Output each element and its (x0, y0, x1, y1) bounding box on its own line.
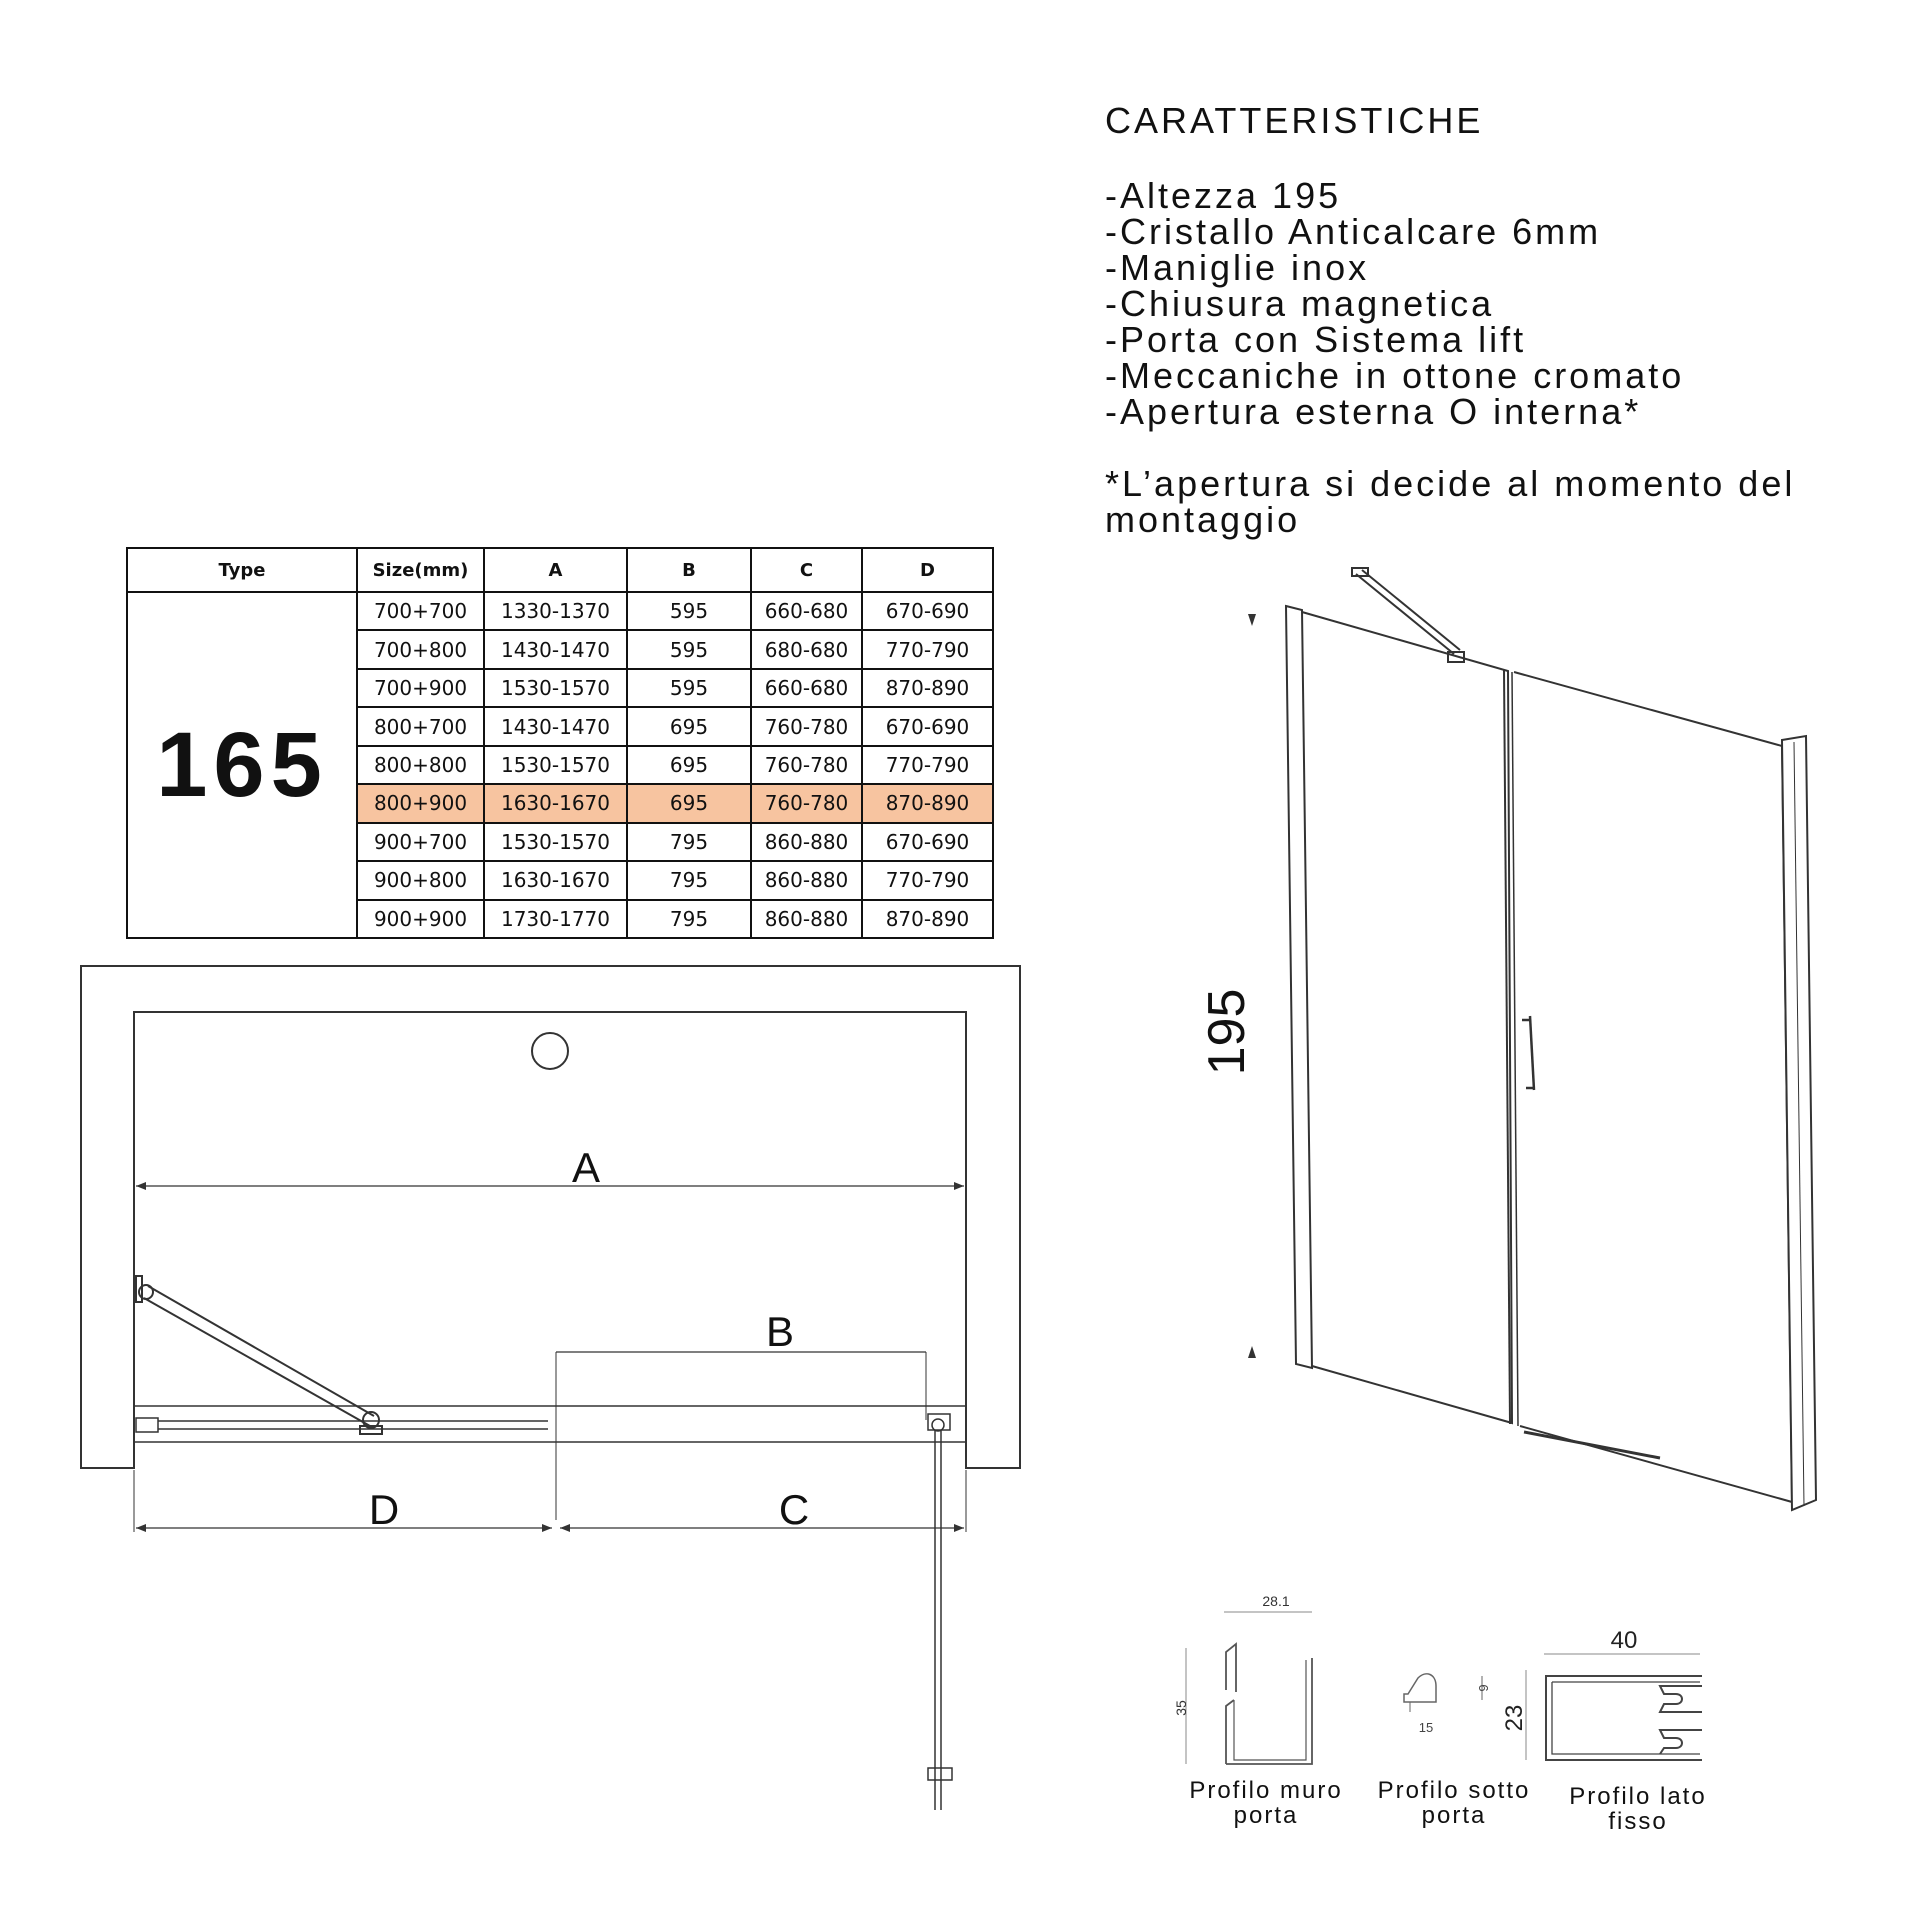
door-glass (1514, 672, 1792, 1502)
caption-profile-fixed-side (1538, 1784, 1738, 1834)
plan-wall-outline (81, 966, 1020, 1468)
cell-size: 900+900 (357, 900, 484, 939)
wall-profile-left (1286, 606, 1312, 1368)
cell-c: 860-880 (751, 900, 862, 939)
caption-line: fisso (1608, 1808, 1668, 1835)
cell-size: 700+800 (357, 630, 484, 668)
cell-size: 900+700 (357, 823, 484, 861)
elevation-view (1248, 568, 1816, 1510)
plan-label-d: D (368, 1486, 400, 1533)
cell-a: 1430-1470 (484, 707, 627, 745)
profile-fixed-side-height: 23 (1501, 1704, 1528, 1732)
feature-item: -Maniglie inox (1105, 247, 1370, 288)
feature-item: -Meccaniche in ottone cromato (1105, 355, 1685, 396)
cell-a: 1530-1570 (484, 823, 627, 861)
cell-b: 795 (627, 861, 751, 899)
plan-view (81, 966, 1020, 1810)
cell-a: 1430-1470 (484, 630, 627, 668)
profile-wall-door (1186, 1612, 1312, 1764)
features-note-line2: montaggio (1105, 499, 1301, 540)
cell-a: 1530-1570 (484, 669, 627, 707)
cell-c: 660-680 (751, 669, 862, 707)
profile-fixed-side (1526, 1654, 1702, 1760)
header-a: A (484, 548, 627, 592)
features-title: CARATTERISTICHE (1105, 100, 1484, 141)
elevation-height-label: 195 (1198, 988, 1256, 1076)
drain-icon (532, 1033, 568, 1069)
cell-c: 660-680 (751, 592, 862, 630)
cell-b: 795 (627, 900, 751, 939)
profile-under-door (1404, 1674, 1482, 1712)
cell-d: 670-690 (862, 592, 993, 630)
handle-icon (1522, 1016, 1534, 1090)
fixed-glass (1302, 612, 1512, 1423)
caption-line: Profilo lato (1569, 1783, 1707, 1810)
cell-size: 800+900 (357, 784, 484, 822)
caption-line: porta (1421, 1802, 1487, 1829)
fixed-glass-panel (136, 1418, 548, 1432)
cell-d: 870-890 (862, 900, 993, 939)
door-panel (928, 1414, 952, 1810)
profile-wall-door-height: 35 (1173, 1700, 1189, 1716)
cell-d: 770-790 (862, 630, 993, 668)
profile-under-door-width: 15 (1418, 1720, 1434, 1735)
cell-b: 595 (627, 592, 751, 630)
cell-b: 595 (627, 630, 751, 668)
caption-line: porta (1233, 1802, 1299, 1829)
cell-c: 760-780 (751, 707, 862, 745)
cell-d: 770-790 (862, 746, 993, 784)
feature-item: -Apertura esterna O interna* (1105, 391, 1642, 432)
cell-d: 770-790 (862, 861, 993, 899)
cell-c: 760-780 (751, 784, 862, 822)
header-type: Type (127, 548, 357, 592)
cell-c: 680-680 (751, 630, 862, 668)
plan-label-b: B (765, 1308, 795, 1355)
caption-profile-under-door (1354, 1778, 1554, 1828)
header-b: B (627, 548, 751, 592)
cell-size: 900+800 (357, 861, 484, 899)
caption-profile-wall-door (1166, 1778, 1366, 1828)
cell-d: 670-690 (862, 707, 993, 745)
plan-label-c: C (778, 1486, 810, 1533)
cell-d: 870-890 (862, 669, 993, 707)
plan-label-a: A (571, 1144, 601, 1191)
cell-a: 1330-1370 (484, 592, 627, 630)
feature-item: -Porta con Sistema lift (1105, 319, 1527, 360)
type-value: 165 (127, 592, 357, 938)
cell-b: 695 (627, 784, 751, 822)
feature-item: -Cristallo Anticalcare 6mm (1105, 211, 1602, 252)
cell-d: 670-690 (862, 823, 993, 861)
stabilizer-bar (136, 1276, 382, 1434)
cell-a: 1530-1570 (484, 746, 627, 784)
profile-wall-door-width: 28.1 (1262, 1593, 1290, 1609)
cell-b: 695 (627, 746, 751, 784)
header-size: Size(mm) (357, 548, 484, 592)
stabilizer-arm (1352, 568, 1464, 662)
cell-c: 860-880 (751, 861, 862, 899)
caption-line: Profilo muro (1189, 1777, 1343, 1804)
profile-fixed-side-width: 40 (1610, 1627, 1638, 1654)
cell-size: 700+900 (357, 669, 484, 707)
cell-a: 1730-1770 (484, 900, 627, 939)
cell-size: 800+700 (357, 707, 484, 745)
cell-a: 1630-1670 (484, 861, 627, 899)
header-d: D (862, 548, 993, 592)
cell-b: 695 (627, 707, 751, 745)
profile-under-door-height: 9 (1476, 1684, 1491, 1692)
cell-size: 700+700 (357, 592, 484, 630)
cell-b: 795 (627, 823, 751, 861)
feature-item: -Altezza 195 (1105, 175, 1342, 216)
cell-d: 870-890 (862, 784, 993, 822)
cell-size: 800+800 (357, 746, 484, 784)
header-c: C (751, 548, 862, 592)
cell-c: 860-880 (751, 823, 862, 861)
cell-c: 760-780 (751, 746, 862, 784)
feature-item: -Chiusura magnetica (1105, 283, 1495, 324)
cell-b: 595 (627, 669, 751, 707)
caption-line: Profilo sotto (1377, 1777, 1531, 1804)
features-note-line1: *L’apertura si decide al momento del (1105, 463, 1796, 504)
cell-a: 1630-1670 (484, 784, 627, 822)
